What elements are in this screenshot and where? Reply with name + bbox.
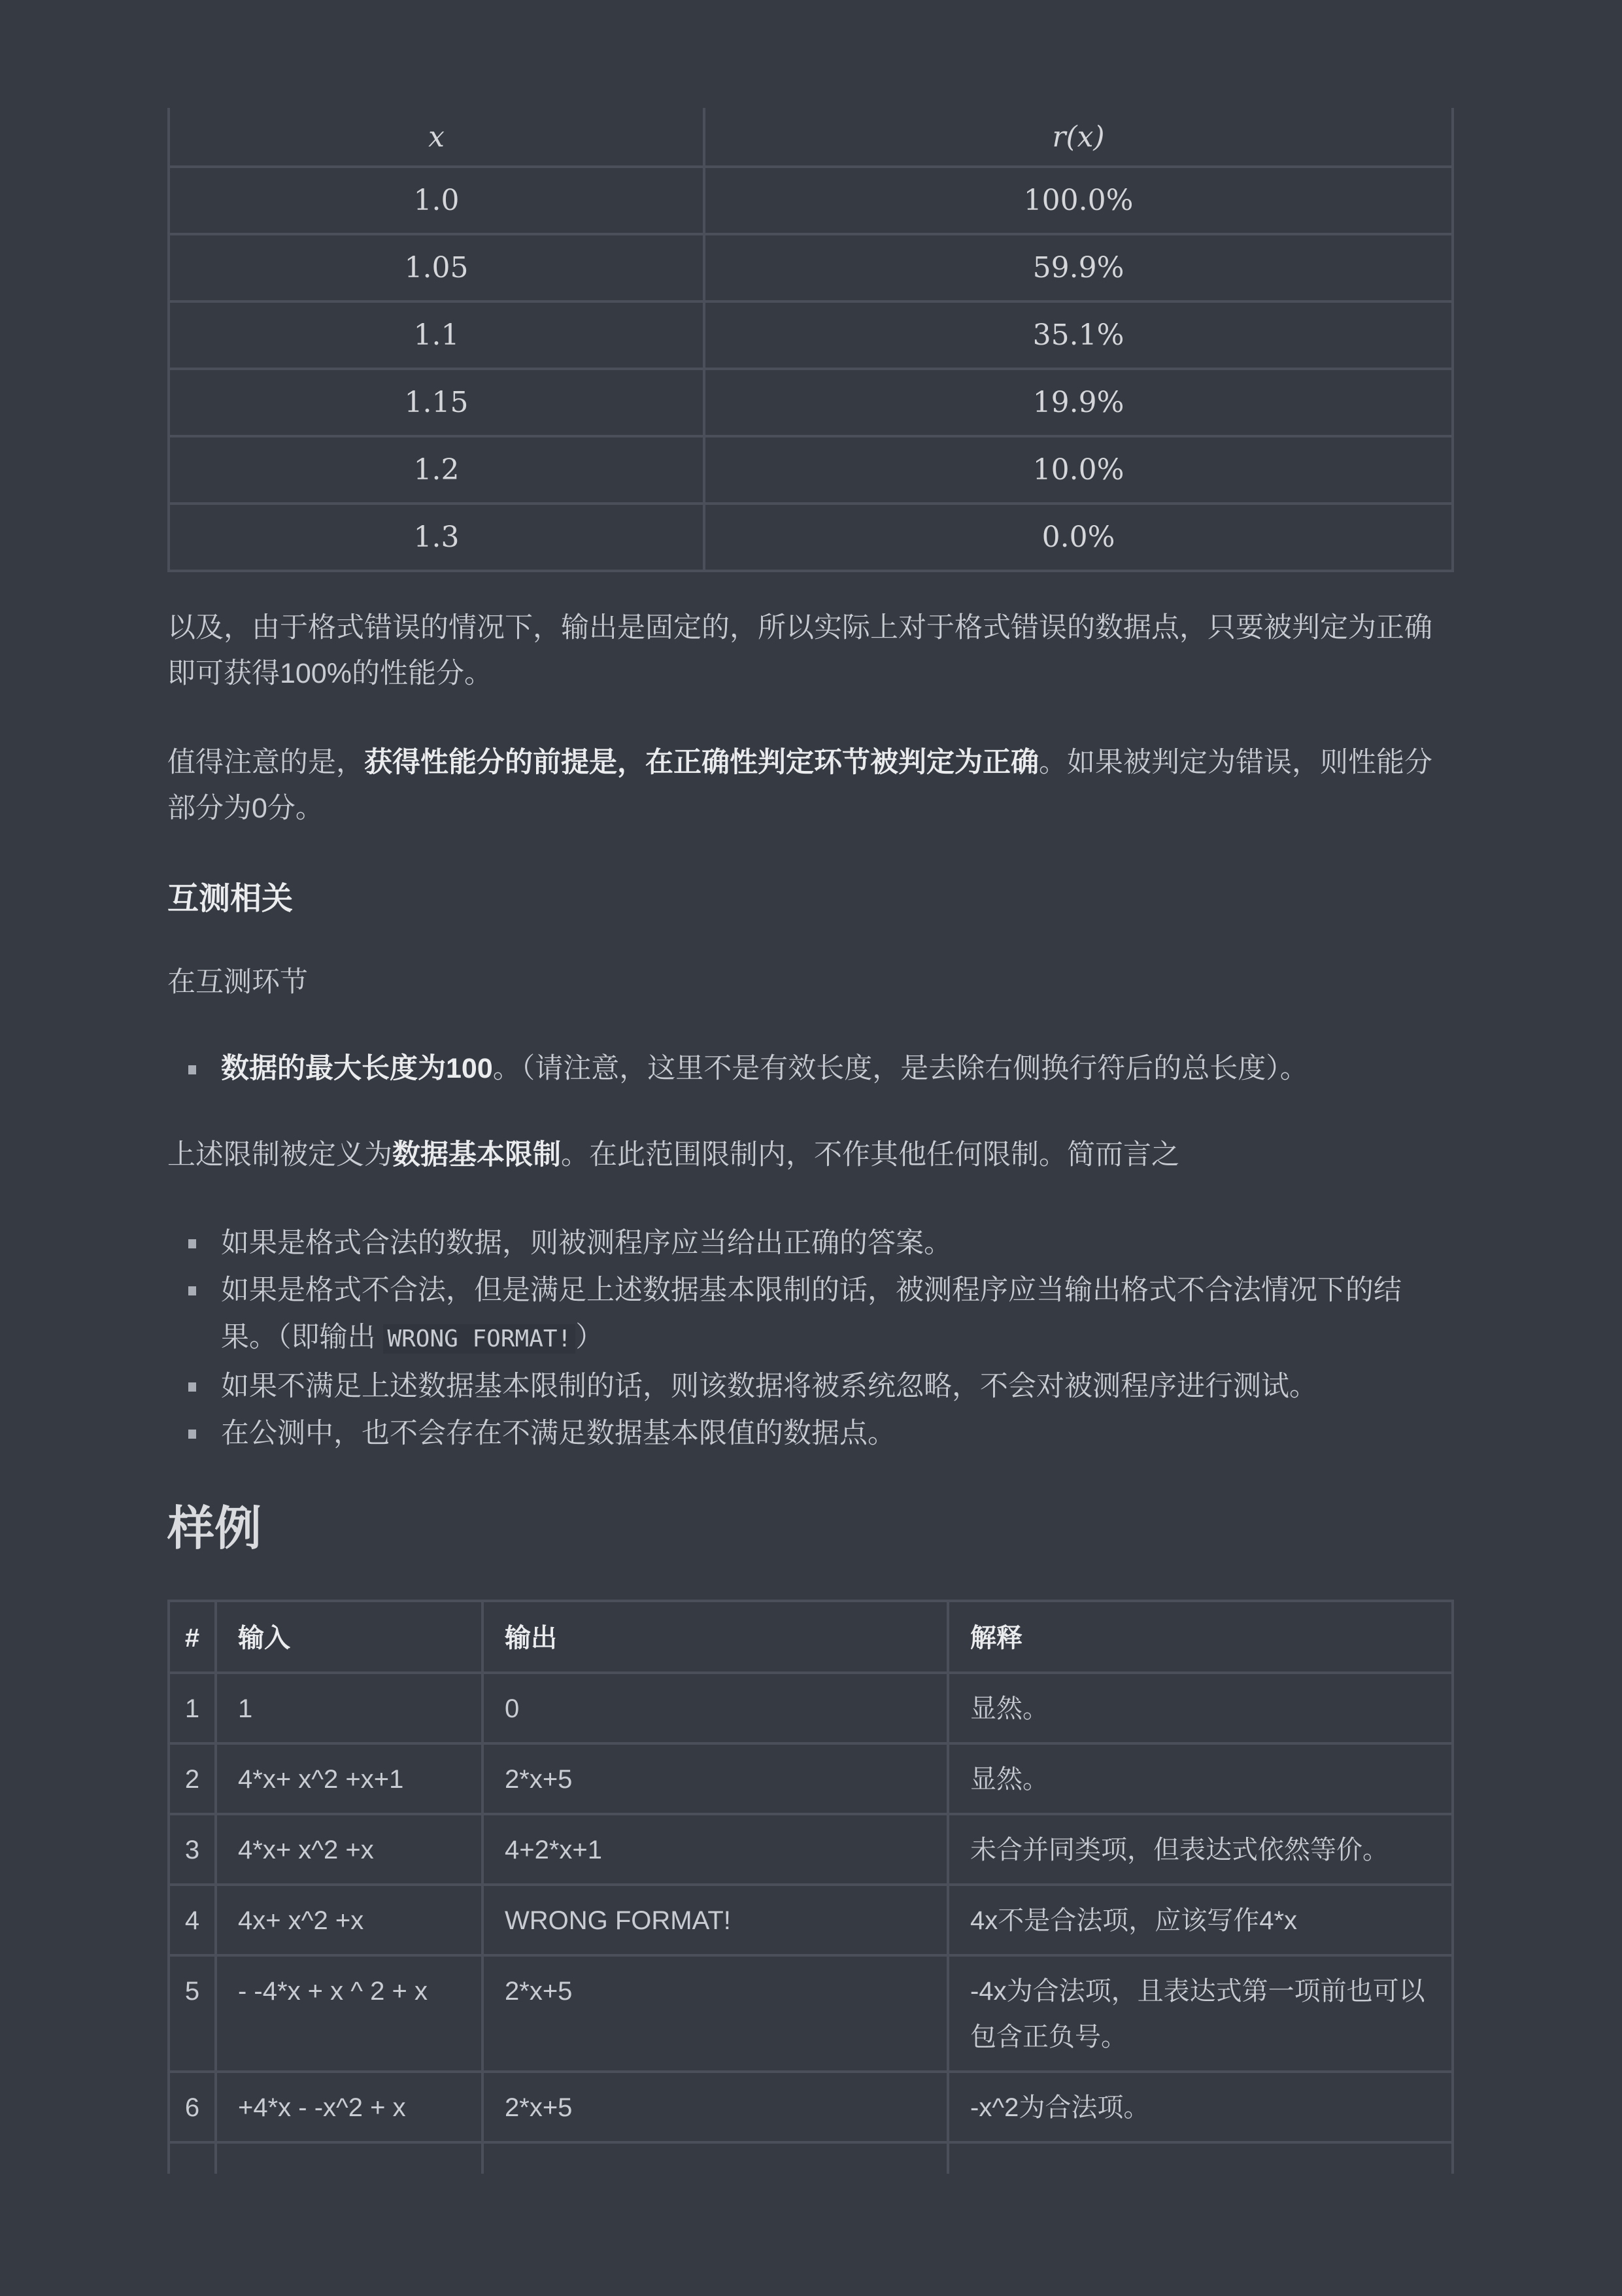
cell-explanation: 4x不是合法项，应该写作4*x <box>948 1885 1453 1955</box>
cell-empty <box>482 2142 948 2174</box>
cell-number: 6 <box>169 2072 216 2142</box>
table-row <box>169 167 1453 234</box>
list-item: 如果不满足上述数据基本限制的话，则该数据将被系统忽略，不会对被测程序进行测试。 <box>221 1363 1454 1410</box>
format-error-paragraph: 以及，由于格式错误的情况下，输出是固定的，所以实际上对于格式错误的数据点，只要被判定为正确即可获得100%的性能分。 <box>167 612 1432 689</box>
cell-number: 1 <box>169 1673 216 1743</box>
inline-code: WRONG FORMAT! <box>383 1324 575 1354</box>
column-header-output: 输出 <box>482 1601 948 1673</box>
cell-input: 4x+ x^2 +x <box>216 1885 482 1955</box>
cell-output: 2*x+5 <box>482 2072 948 2142</box>
cell-input: - -4*x + x ^ 2 + x <box>216 1955 482 2072</box>
column-header-rx: r(x) <box>704 108 1453 167</box>
table-row <box>169 504 1453 571</box>
list-item <box>221 1267 1454 1363</box>
list-item: 在公测中，也不会存在不满足数据基本限值的数据点。 <box>221 1410 1454 1457</box>
emphasis-text: 数据的最大长度为100 <box>221 1053 493 1084</box>
table-row <box>169 369 1453 436</box>
paragraph-text: 上述限制被定义为 <box>167 1139 392 1171</box>
list-item-text: ） <box>575 1322 604 1353</box>
cell-r: 19.9% <box>704 369 1453 436</box>
cell-explanation: 显然。 <box>948 1673 1453 1743</box>
cell-input: 4*x+ x^2 +x <box>216 1814 482 1885</box>
rules-list <box>167 1220 1454 1457</box>
list-item <box>221 1046 1454 1091</box>
list-item-text: 。（请注意，这里不是有效长度，是去除右侧换行符后的总长度）。 <box>492 1053 1308 1084</box>
cell-x: 1.0 <box>169 167 704 234</box>
paragraph-text: 。在此范围限制内，不作其他任何限制。简而言之 <box>561 1139 1179 1171</box>
performance-precondition-paragraph <box>167 740 1454 831</box>
table-header-row <box>169 1601 1453 1673</box>
table-row <box>169 1743 1453 1814</box>
cell-input: +4*x - -x^2 + x <box>216 2072 482 2142</box>
table-row <box>169 234 1453 301</box>
table-row <box>169 2072 1453 2142</box>
cell-output: WRONG FORMAT! <box>482 1885 948 1955</box>
table-row <box>169 1814 1453 1885</box>
table-row <box>169 1885 1453 1955</box>
performance-ratio-table <box>167 108 1454 572</box>
cell-explanation: -4x为合法项，且表达式第一项前也可以包含正负号。 <box>948 1955 1453 2072</box>
cell-number: 3 <box>169 1814 216 1885</box>
cell-x: 1.1 <box>169 301 704 369</box>
cell-x: 1.15 <box>169 369 704 436</box>
cell-x: 1.3 <box>169 504 704 571</box>
table-row <box>169 1673 1453 1743</box>
table-header-row <box>169 108 1453 167</box>
cell-explanation: -x^2为合法项。 <box>948 2072 1453 2142</box>
cell-r: 0.0% <box>704 504 1453 571</box>
limit-list <box>167 1046 1454 1091</box>
cell-empty <box>948 2142 1453 2174</box>
hack-intro: 在互测环节 <box>167 967 308 998</box>
table-row <box>169 436 1453 504</box>
cell-r: 10.0% <box>704 436 1453 504</box>
emphasis-text: 获得性能分的前提是，在正确性判定环节被判定为正确 <box>364 747 1039 778</box>
table-row-partial <box>169 2142 1453 2174</box>
cell-output: 4+2*x+1 <box>482 1814 948 1885</box>
cell-input: 1 <box>216 1673 482 1743</box>
limit-definition-paragraph <box>167 1132 1454 1178</box>
list-item-text: 如果是格式不合法，但是满足上述数据基本限制的话，被测程序应当输出格式不合法情况下的结果。（即输出 <box>221 1275 1402 1353</box>
cell-input: 4*x+ x^2 +x+1 <box>216 1743 482 1814</box>
document-content <box>167 108 1454 2174</box>
cell-output: 2*x+5 <box>482 1743 948 1814</box>
list-item: 如果是格式合法的数据，则被测程序应当给出正确的答案。 <box>221 1220 1454 1267</box>
cell-x: 1.2 <box>169 436 704 504</box>
paragraph-text: 值得注意的是， <box>167 747 364 778</box>
column-header-number: # <box>169 1601 216 1673</box>
cell-r: 35.1% <box>704 301 1453 369</box>
column-header-x: x <box>169 108 704 167</box>
cell-empty <box>216 2142 482 2174</box>
cell-empty <box>169 2142 216 2174</box>
emphasis-text: 数据基本限制 <box>392 1139 561 1171</box>
cell-explanation: 显然。 <box>948 1743 1453 1814</box>
column-header-input: 输入 <box>216 1601 482 1673</box>
cell-r: 59.9% <box>704 234 1453 301</box>
cell-output: 2*x+5 <box>482 1955 948 2072</box>
cell-number: 5 <box>169 1955 216 2072</box>
paragraph-text: 。如果被判定为错误，则性能分部分为0分。 <box>167 747 1432 824</box>
cell-r: 100.0% <box>704 167 1453 234</box>
cell-number: 2 <box>169 1743 216 1814</box>
examples-table <box>167 1600 1454 2174</box>
cell-output: 0 <box>482 1673 948 1743</box>
cell-explanation: 未合并同类项，但表达式依然等价。 <box>948 1814 1453 1885</box>
table-row <box>169 1955 1453 2072</box>
table-row <box>169 301 1453 369</box>
section-heading-examples: 样例 <box>167 1503 262 1555</box>
section-heading-hack: 互测相关 <box>167 882 294 916</box>
column-header-explanation: 解释 <box>948 1601 1453 1673</box>
cell-number: 4 <box>169 1885 216 1955</box>
cell-x: 1.05 <box>169 234 704 301</box>
